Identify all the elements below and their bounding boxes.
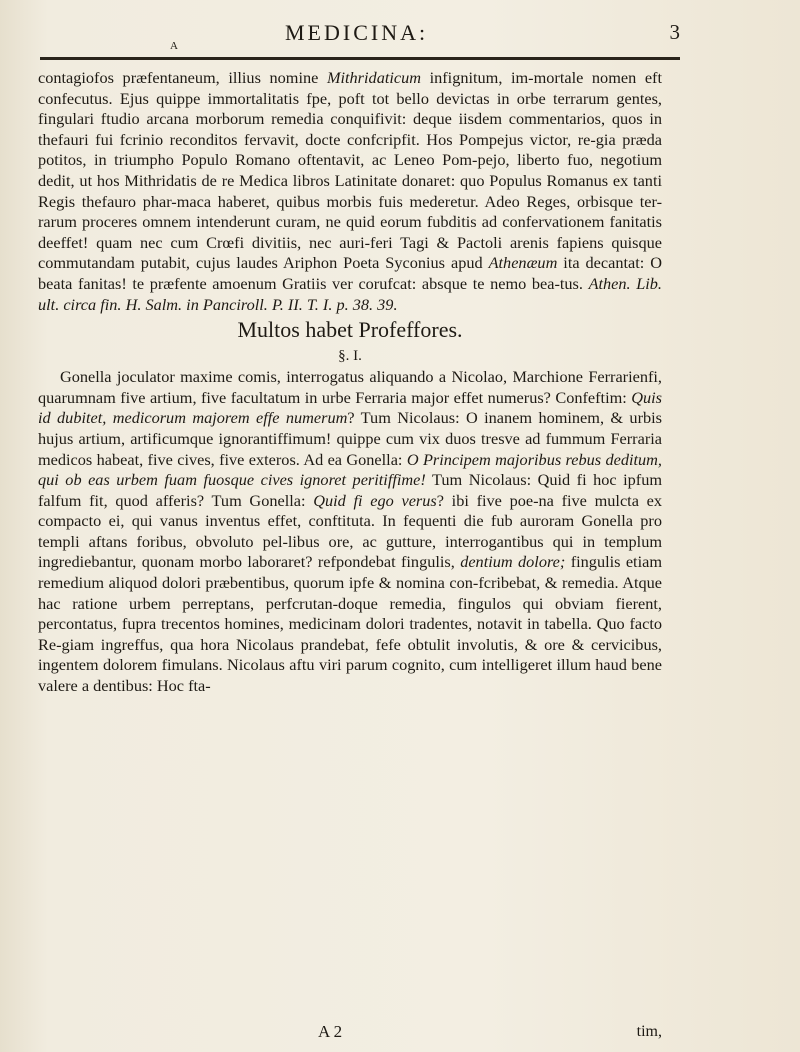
section-heading: Multos habet Profeffores. [237,317,463,343]
footer-signature: A 2 [318,1022,343,1041]
header-rule [40,57,680,60]
citation: Athen. Lib. ult. circa fin. H. Salm. in Panciroll. P. II. T. I. p. 38. 39. [38,273,663,314]
paragraph-gonella: Gonella joculator maxime comis, interrogatus aliquando a Nicolao, Marchione Ferrarienfi, quarumnam five artium, five facultatum in urbe Ferraria major effet numerus? Confeftim: Quis id dubitet, medicorum majorem effe numerum? Tum Nicolaus: O inanem hominem, & urbis hujus artium, artificumque ignorantiffimum! quippe cum vix duos tresve ad fummum Ferraria medicos habeat, five cives, five exteros. Ad ea Gonella: O Principem majoribus rebus deditum, qui ob eas urbem fuam fuosque cives ignoret peritiffime! Tum Nicolaus: Quid fi hoc ipfum falfum fit, quod afferis? Tum Gonella: Quid fi ego verus? ibi five poe-na five mulcta ex compacto ei, qui vanus inventus effet, conftituta. In fequenti die fub auroram Gonella pro templi aftans foribus, obvoluto pel-libus ore, ac gutture, interrogantibus qui in templum ingrediebantur, quonam morbo laboraret? refpondebat fingulis, dentium dolore; fingulis etiam remedium aliquod dolori præbentibus, quorum ipfe & nomina con-fcribebat, & remedia. Atque hac ratione urbem perreptans, perfcrutan-doque remedia, fingulos qui obviam fierent, percontatus, fupra trecentos homines, medicinam dolori tradentes, notavit in tabella. Quo facto Re-giam ingreffus, qua hora Nicolaus prandebat, fefe obtulit involutis, & ore & cervicibus, ingentem dolorem fimulans. Nicolaus aftu viri parum cognito, cum intelligeret illum haud bene valere a dentibus: Hoc fta- [38,367,662,696]
catchword: tim, [636,1023,662,1040]
quote-gonella-2: O Principem majoribus rebus deditum, qui ob eas urbem fuam fuosque cives ignoret peritiffime! [38,449,662,490]
quote-gonella-1: Quis id dubitet, medicorum majorem effe numerum [38,387,662,428]
paragraph-mithridaticum: contagiofos præfentaneum, illius nomine Mithridaticum infignitum, im-mortale nomen eft confecutus. Ejus quippe immortalitatis fpe, poft tot bello devictas in orbe terrarum gentes, fingulari ftudio arcana morborum remedia conquifivit: deque iisdem commentarios, quos in thefauri fui fcrinio reconditos fervavit, docte confcripfit. Hos Pompejus victor, re-gia præda potitos, in triumpho Populo Romano oftentavit, ac Leneo Pom-pejo, liberto fuo, negotium dedit, ut hos Mithridatis de re Medica libros Latinitate donaret: quo Populus Romanus ex tanti Regis thefauro phar-maca haberet, quibus morbis fuis mederetur. Adeo Reges, orbisque ter-rarum proceres omnem intenderunt curam, ne quid eorum fubditis ad confervationem fanitatis deeffet! quam nec cum Crœfi divitiis, nec auri-feri Tagi & Pactoli arenis fapiens quisque commutandam putabit, cujus laudes Ariphon Poeta Syconius apud Athenæum ita decantat: O beata fanitas! te præfente amoenum Gratiis ver corufcat: absque te nemo bea-tus. Athen. Lib. ult. circa fin. H. Salm. in Panciroll. P. II. T. I. p. 38. 39. [38,68,663,314]
running-title: MEDICINA: [285,20,429,45]
quote-gonella-3: Quid fi ego verus [313,490,437,510]
quote-dentium-dolore: dentium dolore; [460,552,566,572]
section-number: §. I. [338,348,362,365]
term-mithridaticum: Mithridaticum [326,68,421,87]
page-header [40,20,680,60]
page-number: 3 [669,20,680,44]
signature-mark: A [170,40,178,52]
term-athenaeum: Athenæum [488,253,558,273]
main-text [38,68,662,697]
